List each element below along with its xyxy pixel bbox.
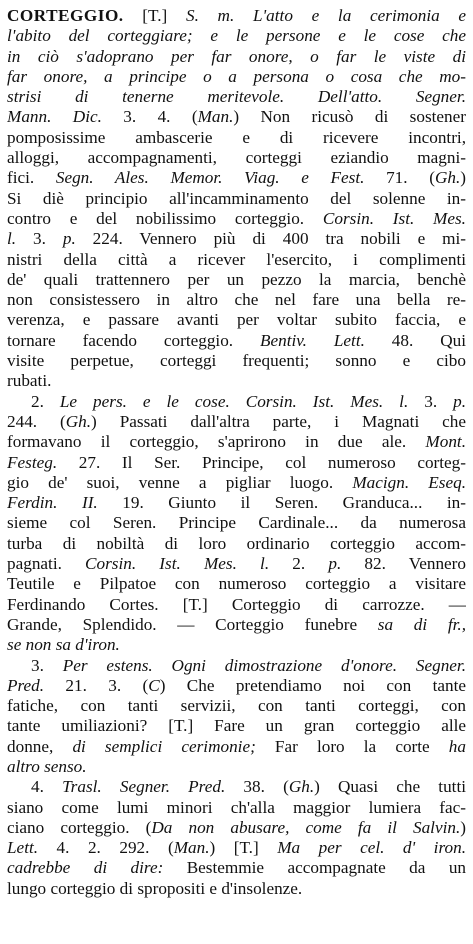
entry-text: 71. ( (364, 168, 435, 188)
entry-line (7, 635, 466, 655)
entry-text: Lett. (7, 838, 39, 858)
entry-text: sa di fr., (377, 614, 466, 634)
entry-line (7, 858, 466, 878)
entry-line (7, 290, 466, 310)
entry-text: formavano il corteggio, s'aprirono in due ale. (7, 432, 426, 452)
entry-text: pomposissime ambascerie e di ricevere incontri, (7, 127, 466, 147)
entry-text: ) Non ricusò di sostener (233, 107, 466, 127)
entry-text: alloggi, accompagnamenti, corteggi eziandio magni- (7, 148, 466, 168)
entry-text: l. (7, 229, 17, 249)
entry-line (7, 331, 466, 351)
entry-line (7, 493, 466, 513)
entry-text: 3. (16, 229, 63, 249)
entry-line (7, 473, 466, 493)
entry-line (7, 87, 466, 107)
entry-text: rubati. (7, 371, 52, 391)
entry-text: ) (460, 168, 466, 188)
entry-text: 224. Vennero più di 400 tra nobili e mi- (75, 229, 466, 249)
entry-text: Corsin. Ist. Mes. l. (85, 554, 270, 574)
entry-line (7, 412, 466, 432)
entry-text: lungo corteggio di spropositi e d'insolenze. (7, 878, 303, 898)
entry-text: strisi di tenerne meritevole. Dell'atto. Segner. (7, 87, 466, 107)
entry-text: se non sa d'iron. (7, 635, 120, 655)
entry-line (7, 716, 466, 736)
entry-text: C (148, 675, 160, 695)
entry-line (7, 128, 466, 148)
entry-text: Gh. (434, 168, 461, 188)
entry-text: 21. 3. ( (44, 675, 149, 695)
entry-text: 4. 2. 292. ( (38, 838, 174, 858)
entry-text: 38. ( (225, 777, 289, 797)
entry-text: sieme col Seren. Principe Cardinale... da numerosa (7, 513, 466, 533)
entry-text: Pred. (7, 675, 45, 695)
entry-text: ) Che pretendiamo noi con tante (159, 675, 466, 695)
entry-text: ) (460, 817, 466, 837)
entry-text: de' quali trattennero per un pezzo la marcia, benchè (7, 269, 466, 289)
entry-text: nistri della città a ricever l'esercito, i complimenti (7, 249, 466, 269)
entry-line (7, 595, 466, 615)
entry-text: Mont. (425, 432, 466, 452)
entry-line (7, 838, 466, 858)
entry-line (7, 453, 466, 473)
entry-line (7, 47, 466, 67)
entry-text: Macign. Eseq. (352, 472, 466, 492)
entry-line (7, 107, 466, 127)
entry-text: Le pers. e le cose. Corsin. Ist. Mes. l. (59, 391, 409, 411)
entry-text: ) Passati dall'altra parte, i Magnati che (91, 411, 466, 431)
entry-text: Corsin. Ist. Mes. (322, 208, 466, 228)
entry-line (7, 513, 466, 533)
entry-line (7, 554, 466, 574)
entry-line (7, 6, 466, 26)
entry-text: l'abito del corteggiare; e le persone e le cose che (7, 26, 466, 46)
entry-text: p. (328, 554, 342, 574)
entry-text: 3. 4. ( (101, 107, 198, 127)
entry-text: altro senso. (7, 756, 87, 776)
entry-text: 27. Il Ser. Principe, col numeroso corteg- (57, 452, 466, 472)
entry-text: Gh. (288, 777, 315, 797)
entry-text: ) [T.] (209, 838, 278, 858)
entry-text: 2. (269, 554, 329, 574)
entry-line (7, 777, 466, 797)
entry-text: 2. (31, 391, 60, 411)
entry-line (7, 270, 466, 290)
entry-text: [T.] (123, 6, 186, 25)
entry-text: contro e del nobilissimo corteggio. (7, 208, 323, 228)
entry-text: 3. (31, 655, 63, 675)
entry-text: p. (62, 229, 76, 249)
entry-text: Segn. Ales. Memor. Viag. e Fest. (55, 168, 365, 188)
entry-line (7, 67, 466, 87)
entry-text: tornare facendo corteggio. (7, 330, 261, 350)
entry-line (7, 798, 466, 818)
entry-line (7, 229, 466, 249)
entry-text: S. m. L'atto e la cerimonia e (185, 6, 466, 25)
entry-text: 19. Giunto il Seren. Granduca... in- (97, 493, 466, 513)
entry-line (7, 26, 466, 46)
entry-text: 82. Vennero (341, 554, 466, 574)
entry-text: visite perpetue, corteggi frequenti; sonno e cibo (7, 351, 466, 371)
entry-text: Grande, Splendido. — Corteggio funebre (7, 614, 378, 634)
entry-text: Da non abusare, come fa il Salvin. (151, 817, 461, 837)
entry-text: di semplici cerimonie; (72, 736, 256, 756)
entry-line (7, 250, 466, 270)
entry-line (7, 432, 466, 452)
entry-line (7, 696, 466, 716)
entry-text: fatiche, con tanti servizii, con tanti corteggi, con (7, 696, 466, 716)
entry-text: ) Quasi che tutti (314, 777, 466, 797)
entry-text: Per estens. Ogni dimostrazione d'onore. Segner. (62, 655, 466, 675)
entry-text: Mann. Dic. (7, 107, 102, 127)
entry-text: 3. (408, 391, 454, 411)
entry-text: non consistessero in altro che nel fare una bella re- (7, 290, 466, 310)
entry-text: Man. (173, 838, 210, 858)
entry-text: Man. (197, 107, 234, 127)
entry-line (7, 656, 466, 676)
entry-text: Ferdinando Cortes. [T.] Corteggio di carrozze. — (7, 594, 466, 614)
entry-line (7, 351, 466, 371)
entry-text: in ciò s'adoprano per far onore, o far le viste di (7, 46, 466, 66)
entry-line (7, 615, 466, 635)
entry-text: 4. (31, 777, 63, 797)
entry-line (7, 209, 466, 229)
entry-line (7, 818, 466, 838)
entry-text: ha (448, 736, 466, 756)
entry-text: turba di nobiltà di loro ordinario corteggio accom- (7, 533, 466, 553)
entry-line (7, 392, 466, 412)
entry-line (7, 148, 466, 168)
entry-text: ciano corteggio. ( (7, 817, 152, 837)
entry-text: Ma per cel. d' iron. (277, 838, 466, 858)
entry-line (7, 676, 466, 696)
entry-text: Si diè principio all'incamminamento del solenne in- (7, 188, 466, 208)
entry-text: verenza, e passare avanti per voltar subito faccia, e (7, 310, 466, 330)
entry-text: far onore, a principe o a persona o cosa che mo- (7, 66, 466, 86)
entry-text: cadrebbe di dire: (7, 858, 164, 878)
entry-line (7, 310, 466, 330)
entry-text: Ferdin. II. (7, 493, 98, 513)
entry-text: Festeg. (7, 452, 58, 472)
entry-text: Far loro la corte (255, 736, 449, 756)
entry-text: siano come lumi minori ch'alla maggior lumiera fac- (7, 797, 466, 817)
entry-text: Trasl. Segner. Pred. (62, 777, 226, 797)
entry-text: fici. (7, 168, 56, 188)
entry-line (7, 189, 466, 209)
entry-line (7, 757, 466, 777)
dictionary-entry-corteggio (7, 6, 466, 899)
entry-text: pagnati. (7, 554, 86, 574)
entry-line (7, 534, 466, 554)
entry-line (7, 168, 466, 188)
entry-line (7, 879, 466, 899)
entry-text: 48. Qui (364, 330, 466, 350)
entry-line (7, 737, 466, 757)
entry-line (7, 574, 466, 594)
entry-text: 244. ( (7, 411, 66, 431)
entry-line (7, 371, 466, 391)
entry-text: Bestemmie accompagnate da un (163, 858, 466, 878)
entry-text: gio de' suoi, venne a pigliar luogo. (7, 472, 353, 492)
entry-text: Gh. (65, 411, 92, 431)
entry-text: Bentiv. Lett. (260, 330, 365, 350)
entry-text: Teutile e Pilpatoe con numeroso corteggio a visitare (7, 574, 466, 594)
entry-text: donne, (7, 736, 73, 756)
headword: CORTEGGIO. (7, 6, 124, 25)
entry-text: p. (453, 391, 466, 411)
entry-text: tante umiliazioni? [T.] Fare un gran corteggio alle (7, 716, 466, 736)
